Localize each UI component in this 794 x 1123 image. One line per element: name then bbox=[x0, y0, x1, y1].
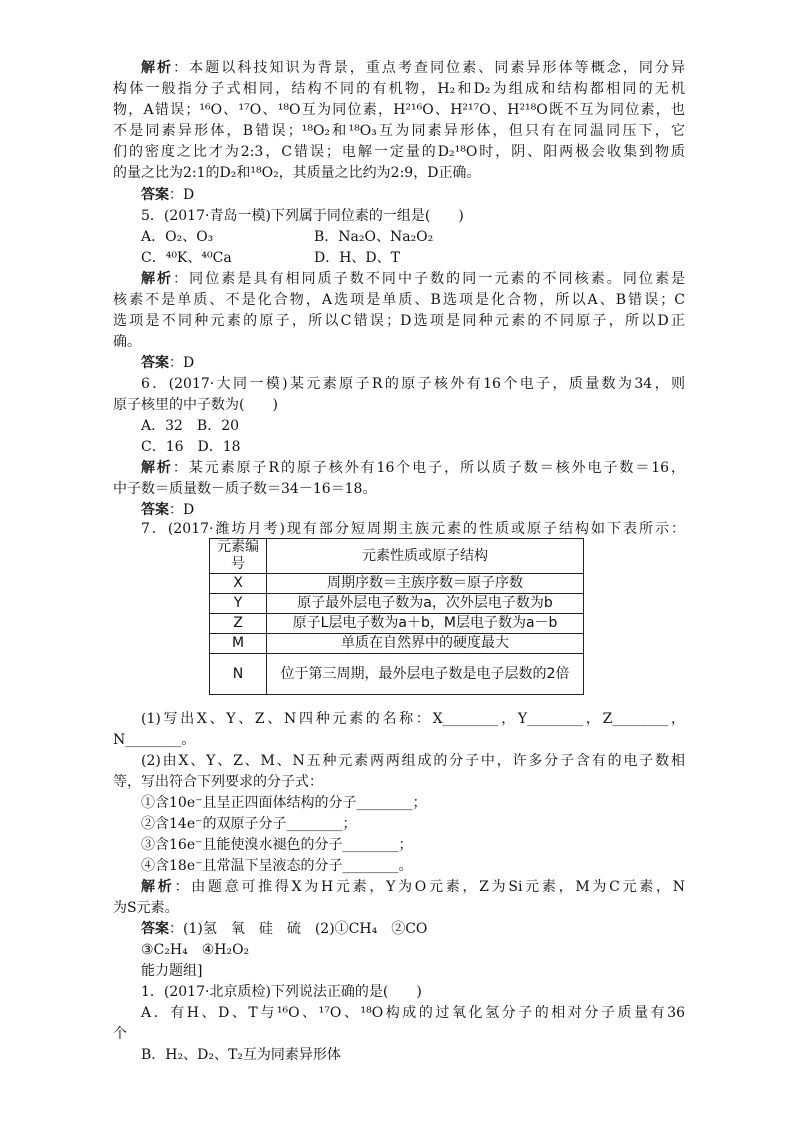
analysis-line: 选项是不同种元素的原子，所以C错误；D选项是同种元素的不同原子，所以D正 bbox=[113, 313, 685, 329]
question-1-stem: 1．(2017·北京质检)下列说法正确的是( ) bbox=[141, 984, 422, 1000]
question-6-stem: 6．(2017·大同一模)某元素原子R的原子核外有16个电子，质量数为34，则 bbox=[141, 376, 685, 392]
analysis-line: 解析：同位素是具有相同质子数不同中子数的同一元素的不同核素。同位素是 bbox=[141, 271, 686, 287]
options-line: A．32 B．20 bbox=[141, 418, 240, 434]
analysis-line: 构体一般指分子式相同，结构不同的有机物，H₂和D₂为组成和结构都相同的无机 bbox=[113, 81, 685, 97]
sub-question-1: ①含10e⁻且呈正四面体结构的分子________； bbox=[141, 795, 427, 811]
analysis-line: 中子数＝质量数－质子数＝34－16＝18。 bbox=[113, 481, 377, 497]
sub-question-4: ④含18e⁻且常温下呈液态的分子________。 bbox=[141, 858, 413, 874]
answer-label: 答案 bbox=[141, 355, 169, 371]
element-key: M bbox=[210, 634, 267, 654]
analysis-line: 确。 bbox=[113, 334, 141, 350]
answer-line: 答案：D bbox=[141, 187, 195, 203]
element-key: X bbox=[210, 574, 267, 594]
question-5-stem: 5．(2017·青岛一模)下列属于同位素的一组是( ) bbox=[141, 208, 464, 224]
question-7-part-1-cont: N________。 bbox=[113, 732, 196, 748]
question-7-part-1: (1)写出X、Y、Z、N四种元素的名称：X________，Y________，Z________， bbox=[141, 711, 685, 727]
table-row bbox=[210, 614, 584, 634]
sub-question-2: ②含14e⁻的双原子分子________； bbox=[141, 816, 357, 832]
answer-label: 答案 bbox=[141, 921, 169, 937]
sub-question-3: ③含16e⁻且能使溴水褪色的分子________； bbox=[141, 837, 413, 853]
table-row bbox=[210, 634, 584, 654]
option-b: B．Na₂O、Na₂O₂ bbox=[314, 229, 434, 245]
question-7-part-2: (2)由X、Y、Z、M、N五种元素两两组成的分子中，许多分子含有的电子数相 bbox=[141, 753, 685, 769]
analysis-label: 解析 bbox=[141, 271, 174, 287]
section-heading: 能力题组] bbox=[141, 963, 203, 979]
options-line: C．16 D．18 bbox=[141, 439, 241, 455]
option-b: B．H₂、D₂、T₂互为同素异形体 bbox=[141, 1047, 341, 1063]
analysis-line: 核素不是单质、不是化合物，A选项是单质、B选项是化合物，所以A、B错误；C bbox=[113, 292, 685, 308]
element-properties-table bbox=[209, 538, 584, 695]
table-header-key: 元素编号 bbox=[210, 539, 267, 574]
analysis-line: 们的密度之比才为2:3，C错误；电解一定量的D₂¹⁸O时，阴、阳两极会收集到物质 bbox=[113, 144, 685, 160]
answer-label: 答案 bbox=[141, 187, 169, 203]
analysis-line: 不是同素异形体，B错误；¹⁸O₂和¹⁸O₃互为同素异形体，但只有在同温同压下，它 bbox=[113, 123, 685, 139]
analysis-label: 解析 bbox=[141, 879, 175, 895]
element-key: N bbox=[210, 654, 267, 695]
analysis-line: 解析：本题以科技知识为背景，重点考查同位素、同素异形体等概念，同分异 bbox=[141, 60, 686, 76]
answer-line: 答案：D bbox=[141, 355, 195, 371]
table-row bbox=[210, 654, 584, 695]
analysis-line: 物，A错误；¹⁶O、¹⁷O、¹⁸O互为同位素，H²¹⁶O、H²¹⁷O、H²¹⁸O既不互为同位素，也 bbox=[113, 102, 685, 118]
element-property: 原子最外层电子数为a，次外层电子数为b bbox=[267, 594, 584, 614]
table-header-row bbox=[210, 539, 584, 574]
answer-line: 答案：(1)氢 氧 硅 硫 (2)①CH₄ ②CO bbox=[141, 921, 428, 937]
question-7-part-2-cont: 等，写出符合下列要求的分子式： bbox=[113, 774, 323, 790]
analysis-line: 解析：由题意可推得X为H元素，Y为O元素，Z为Si元素，M为C元素，N bbox=[141, 879, 686, 895]
option-d: D．H、D、T bbox=[314, 250, 400, 266]
option-c: C．⁴⁰K、⁴⁰Ca bbox=[141, 250, 232, 266]
answer-label: 答案 bbox=[141, 502, 169, 518]
element-property: 原子L层电子数为a＋b，M层电子数为a－b bbox=[267, 614, 584, 634]
table-row bbox=[210, 594, 584, 614]
element-key: Z bbox=[210, 614, 267, 634]
table-header-value: 元素性质或原子结构 bbox=[267, 539, 584, 574]
option-a: A．有H、D、T与¹⁶O、¹⁷O、¹⁸O构成的过氧化氢分子的相对分子质量有36 bbox=[141, 1005, 685, 1021]
option-a: A．O₂、O₃ bbox=[141, 229, 214, 245]
answer-line: 答案：D bbox=[141, 502, 195, 518]
element-property: 位于第三周期，最外层电子数是电子层数的2倍 bbox=[267, 654, 584, 695]
analysis-line: 为S元素。 bbox=[113, 900, 179, 916]
table-row bbox=[210, 574, 584, 594]
element-property: 周期序数＝主族序数＝原子序数 bbox=[267, 574, 584, 594]
analysis-line: 解析：某元素原子R的原子核外有16个电子，所以质子数＝核外电子数＝16， bbox=[141, 460, 686, 476]
option-a-cont: 个 bbox=[113, 1026, 127, 1042]
element-property: 单质在自然界中的硬度最大 bbox=[267, 634, 584, 654]
question-7-stem: 7．(2017·潍坊月考)现有部分短周期主族元素的性质或原子结构如下表所示： bbox=[141, 521, 685, 537]
question-6-stem-cont: 原子核里的中子数为( ) bbox=[113, 397, 278, 413]
element-key: Y bbox=[210, 594, 267, 614]
analysis-line: 的量之比为2:1的D₂和¹⁸O₂，其质量之比约为2:9，D正确。 bbox=[113, 165, 481, 181]
analysis-label: 解析 bbox=[141, 460, 173, 476]
analysis-label: 解析 bbox=[141, 60, 174, 76]
answer-line-cont: ③C₂H₄ ④H₂O₂ bbox=[141, 942, 250, 958]
